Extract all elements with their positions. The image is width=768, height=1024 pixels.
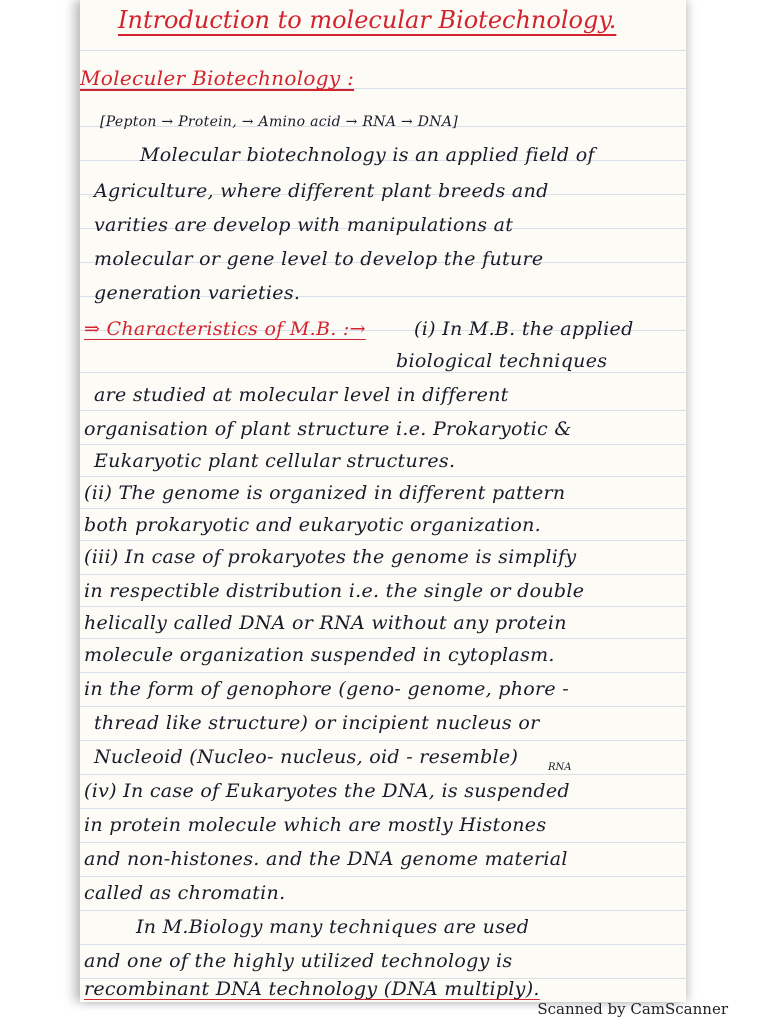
scanner-watermark: Scanned by CamScanner [537, 1000, 728, 1018]
text-line: molecular or gene level to develop the future [94, 248, 544, 270]
text-line: molecule organization suspended in cytoplasm. [84, 644, 555, 666]
text-line: (iv) In case of Eukaryotes the DNA, is suspended [84, 780, 570, 802]
text-line: Agriculture, where different plant breeds and [94, 180, 549, 202]
page-title: Introduction to molecular Biotechnology. [118, 6, 617, 34]
text-line: helically called DNA or RNA without any protein [84, 612, 567, 634]
text-line: in protein molecule which are mostly Histones [84, 814, 547, 836]
superscript-rna: RNA [548, 762, 572, 773]
text-line: organisation of plant structure i.e. Prokaryotic & [84, 418, 572, 440]
text-line: both prokaryotic and eukaryotic organization. [84, 514, 542, 536]
text-line: varities are develop with manipulations at [94, 214, 514, 236]
text-line: recombinant DNA technology (DNA multiply). [84, 978, 540, 1000]
text-line: In M.Biology many techniques are used [136, 916, 530, 938]
text-line: in respectible distribution i.e. the single or double [84, 580, 585, 602]
text-line: are studied at molecular level in different [94, 384, 509, 406]
text-line: called as chromatin. [84, 882, 286, 904]
text-line: Nucleoid (Nucleo- nucleus, oid - resemble) [94, 746, 519, 768]
text-line: (i) In M.B. the applied [414, 318, 634, 340]
text-line: and non-histones. and the DNA genome material [84, 848, 568, 870]
text-line: Molecular biotechnology is an applied field of [140, 144, 595, 166]
text-line: Eukaryotic plant cellular structures. [94, 450, 456, 472]
bracket-note: [Pepton → Protein, → Amino acid → RNA → DNA] [100, 114, 459, 130]
text-line: thread like structure) or incipient nucleus or [94, 712, 540, 734]
heading-characteristics: ⇒ Characteristics of M.B. :→ [84, 318, 366, 340]
text-line: (ii) The genome is organized in different pattern [84, 482, 566, 504]
text-line: biological techniques [396, 350, 608, 372]
heading-molecular-biotechnology: Moleculer Biotechnology : [80, 66, 355, 90]
text-line: (iii) In case of prokaryotes the genome is simplify [84, 546, 577, 568]
text-line: and one of the highly utilized technology is [84, 950, 513, 972]
notebook-page [80, 0, 686, 1002]
text-line: in the form of genophore (geno- genome, phore - [84, 678, 570, 700]
text-line: generation varieties. [94, 282, 301, 304]
